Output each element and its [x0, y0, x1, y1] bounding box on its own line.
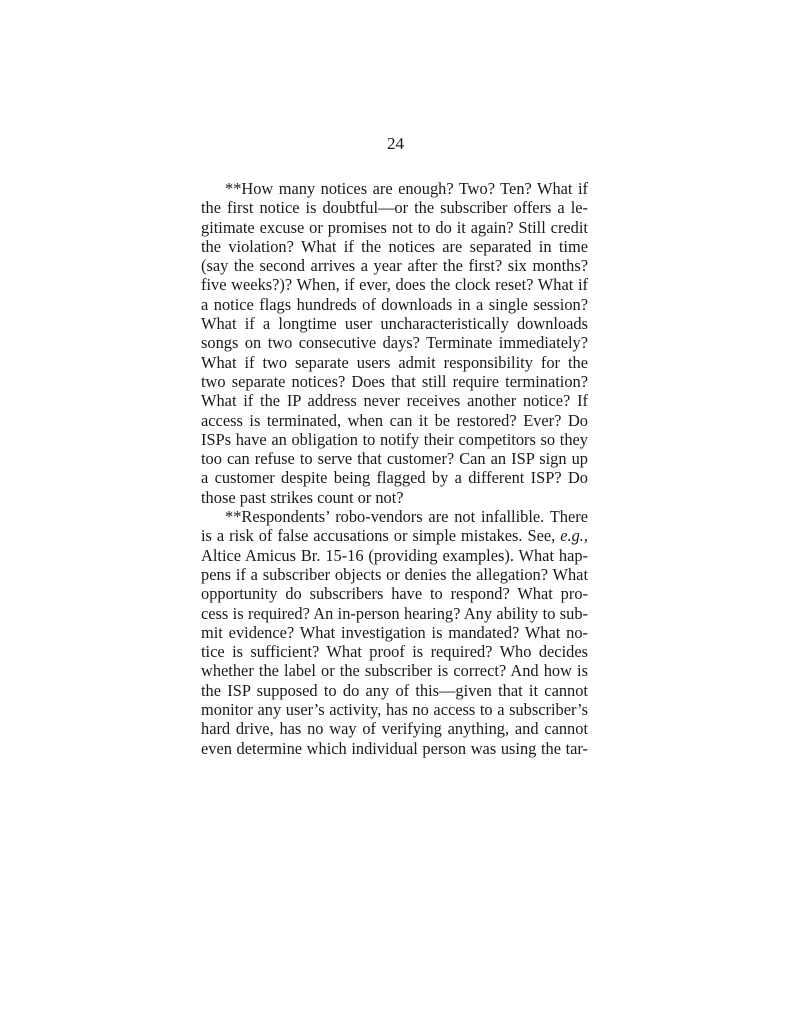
text-line: songs on two consecutive days? Terminate immediately?: [201, 333, 588, 353]
text-line: gitimate excuse or promises not to do it again? Still credit: [201, 217, 588, 237]
paragraph-1: [201, 179, 588, 507]
text-line: What if the IP address never receives another notice? If: [201, 391, 588, 411]
text-line: **How many notices are enough? Two? Ten? What if: [225, 179, 588, 198]
text-line: mit evidence? What investigation is mandated? What no-: [201, 622, 588, 642]
text-line: hard drive, has no way of verifying anything, and cannot: [201, 719, 588, 739]
text-line: access is terminated, when can it be restored? Ever? Do: [201, 410, 588, 430]
text-line: (say the second arrives a year after the first? six months?: [201, 256, 588, 276]
text-line: opportunity do subscribers have to respond? What pro-: [201, 584, 588, 604]
text-line: cess is required? An in-person hearing? Any ability to sub-: [201, 603, 588, 623]
text-column: [201, 179, 588, 758]
text-line: Altice Amicus Br. 15-16 (providing examples). What hap-: [201, 545, 588, 565]
text-line: whether the label or the subscriber is correct? And how is: [201, 661, 588, 681]
text-line: ISPs have an obligation to notify their competitors so they: [201, 429, 588, 449]
text-line: tice is sufficient? What proof is required? Who decides: [201, 642, 588, 662]
text-line: a notice flags hundreds of downloads in a single session?: [201, 294, 588, 314]
citation-signal: e.g.,: [560, 526, 588, 546]
text-line: even determine which individual person was using the tar-: [201, 738, 588, 758]
text-line: two separate notices? Does that still require termination?: [201, 371, 588, 391]
text-line: five weeks?)? When, if ever, does the clock reset? What if: [201, 275, 588, 295]
page-number: 24: [387, 134, 404, 153]
text-line: What if a longtime user uncharacteristically downloads: [201, 314, 588, 334]
text-line: the first notice is doubtful—or the subscriber offers a le-: [201, 198, 588, 218]
paragraph-2: [201, 507, 588, 758]
text-line: **Respondents’ robo-vendors are not infallible. There: [225, 507, 588, 527]
text-line: [201, 526, 588, 545]
text-line: those past strikes count or not?: [201, 487, 404, 507]
text-line: the ISP supposed to do any of this—given that it cannot: [201, 680, 588, 700]
text-line: a customer despite being flagged by a different ISP? Do: [201, 468, 588, 488]
text-segment: is a risk of false accusations or simple mistakes. See,: [201, 526, 556, 546]
text-line: the violation? What if the notices are separated in time: [201, 236, 588, 256]
text-line: What if two separate users admit responsibility for the: [201, 352, 588, 372]
text-line: pens if a subscriber objects or denies the allegation? What: [201, 564, 588, 584]
text-line: too can refuse to serve that customer? Can an ISP sign up: [201, 449, 588, 469]
text-line: monitor any user’s activity, has no access to a subscriber’s: [201, 700, 588, 720]
